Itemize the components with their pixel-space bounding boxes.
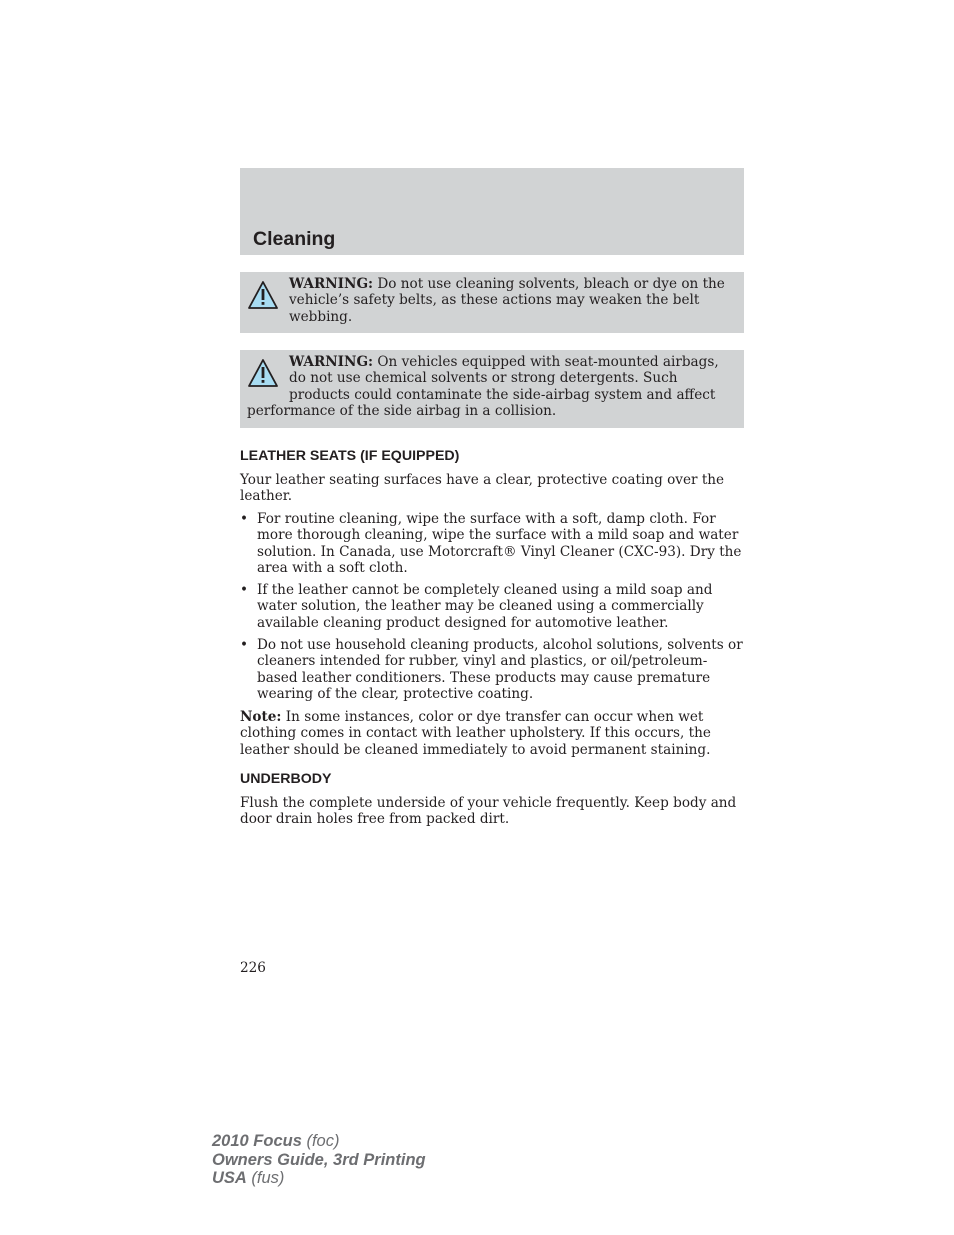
warning-text: Do not use cleaning solvents, bleach or dye on the vehicle’s safety belts, as these actions may weaken the belt webbing.	[289, 276, 725, 325]
warning-label: WARNING:	[289, 276, 374, 292]
footer-model: 2010 Focus	[212, 1132, 302, 1150]
list-item	[240, 582, 744, 631]
section-heading-leather-seats: LEATHER SEATS (IF EQUIPPED)	[240, 448, 460, 464]
warning-triangle-icon	[247, 280, 279, 310]
bullet-mark: •	[240, 637, 249, 654]
footer-market: USA	[212, 1169, 247, 1187]
warning-label: WARNING:	[289, 354, 374, 370]
chapter-title: Cleaning	[253, 228, 336, 250]
note-text: In some instances, color or dye transfer can occur when wet clothing comes in contact with leather upholstery. If this occurs, the leather should be cleaned immediately to avoid permanent staining.	[240, 709, 711, 758]
leather-care-list	[240, 511, 744, 702]
warning-box-seat-airbags	[240, 350, 744, 428]
underbody-paragraph: Flush the complete underside of your vehicle frequently. Keep body and door drain holes free from packed dirt.	[240, 795, 737, 828]
warning-triangle-icon	[247, 358, 279, 388]
footer-model-code: (foc)	[301, 1132, 340, 1150]
bullet-mark: •	[240, 582, 249, 599]
page-number: 226	[240, 960, 266, 976]
footer-line-model	[212, 1132, 426, 1151]
document-footer	[212, 1132, 426, 1188]
list-item-text: If the leather cannot be completely cleaned using a mild soap and water solution, the leather may be cleaned using a commercially available cleaning product designed for automotive leather.	[257, 582, 713, 631]
list-item	[240, 637, 744, 702]
footer-market-code: (fus)	[246, 1169, 285, 1187]
leather-note-paragraph	[240, 709, 744, 758]
bullet-mark: •	[240, 511, 249, 527]
section-heading-underbody: UNDERBODY	[240, 771, 332, 787]
leather-intro-paragraph: Your leather seating surfaces have a clear, protective coating over the leather.	[240, 472, 725, 505]
list-item-text: For routine cleaning, wipe the surface with a soft, damp cloth. For more thorough cleaning, wipe the surface with a mild soap and water solution. In Canada, use Motorcraft® Vinyl Cleaner (CXC-93). Dry the area with a soft cloth.	[257, 511, 742, 576]
warning-text: On vehicles equipped with seat-mounted airbags, do not use chemical solvents or strong detergents. Such products could contaminate the side-airbag system and affect performance of the side airbag in a collision.	[247, 354, 719, 419]
list-item	[240, 511, 744, 576]
chapter-header-band	[240, 168, 744, 255]
footer-line-market	[212, 1169, 426, 1188]
list-item-text: Do not use household cleaning products, alcohol solutions, solvents or cleaners intended for rubber, vinyl and plastics, or oil/petroleum-based leather conditioners. These products may cause premature wearing of the clear, protective coating.	[257, 637, 743, 702]
footer-line-guide: Owners Guide, 3rd Printing	[212, 1150, 426, 1169]
warning-box-safety-belts	[240, 272, 744, 333]
note-label: Note:	[240, 709, 282, 725]
